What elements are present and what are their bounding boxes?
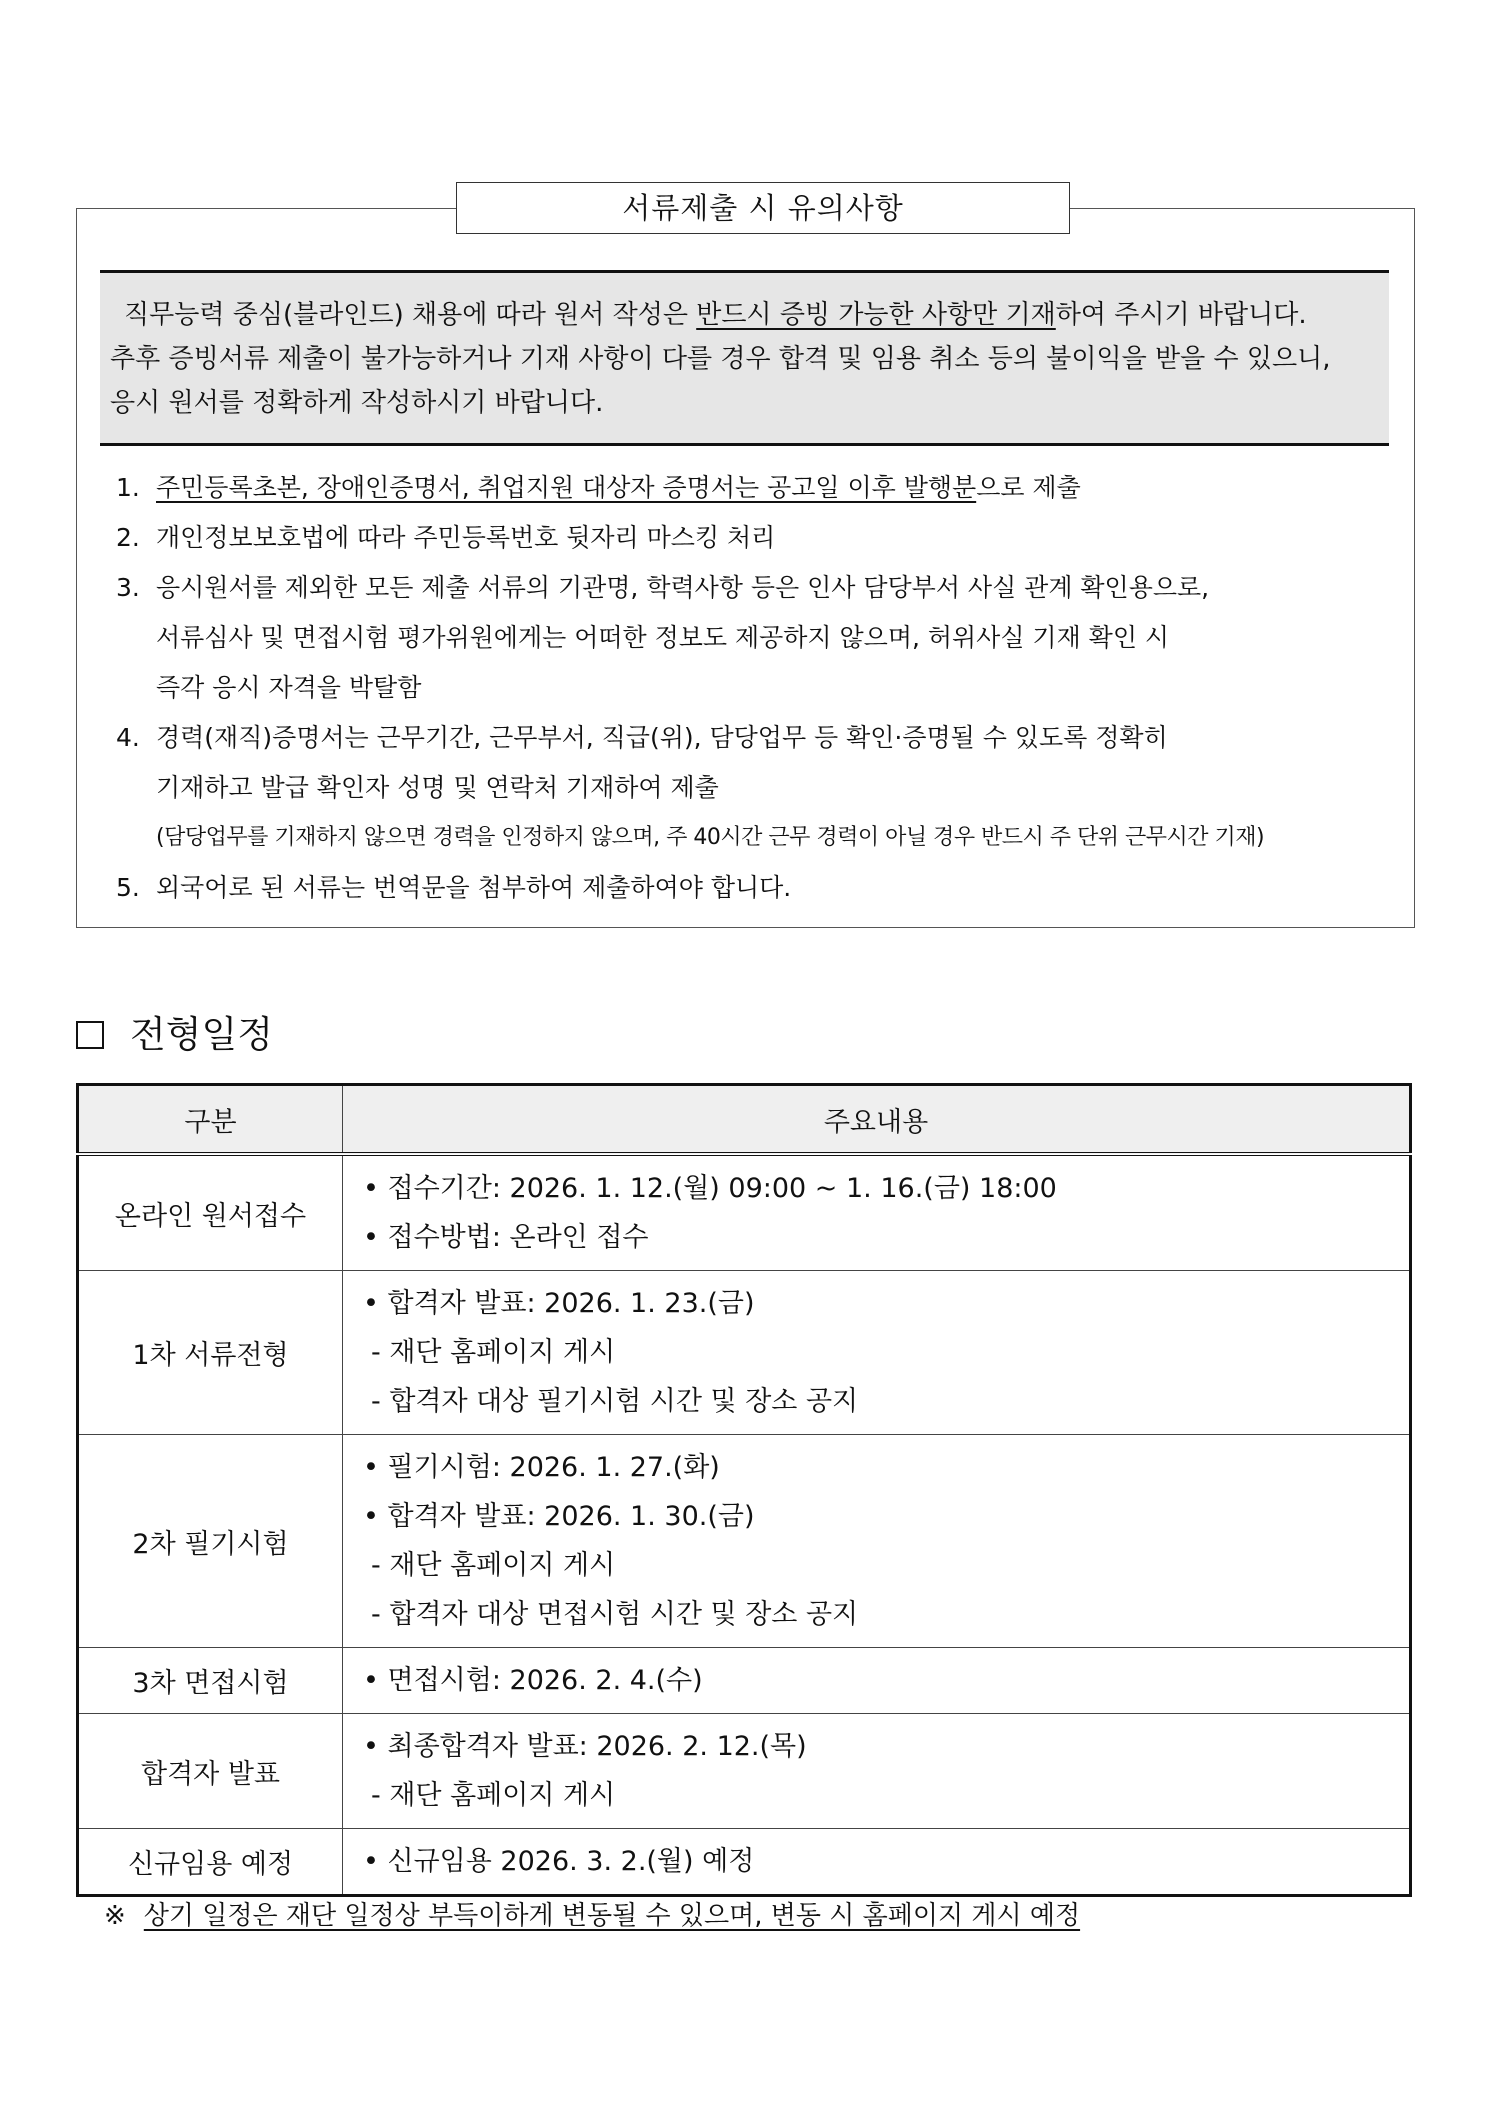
row-content — [343, 1714, 1411, 1829]
row-line: • 필기시험: 2026. 1. 27.(화) — [363, 1452, 720, 1483]
item-subnote: (담당업무를 기재하지 않으면 경력을 인정하지 않으며, 주 40시간 근무 경력이 아닐 경우 반드시 주 단위 근무시간 기재) — [156, 825, 1265, 850]
row-category: 1차 서류전형 — [78, 1271, 343, 1435]
section-title: 전형일정 — [130, 1013, 273, 1056]
list-item — [112, 713, 1382, 863]
row-content — [343, 1435, 1411, 1648]
item-text: 응시원서를 제외한 모든 제출 서류의 기관명, 학력사항 등은 인사 담당부서 사실 관계 확인용으로, — [156, 573, 1210, 602]
row-category: 합격자 발표 — [78, 1714, 343, 1829]
row-line: • 면접시험: 2026. 2. 4.(수) — [363, 1665, 703, 1696]
row-line: - 재단 홈페이지 게시 — [371, 1780, 616, 1811]
footnote-text: 상기 일정은 재단 일정상 부득이하게 변동될 수 있으며, 변동 시 홈페이지 게시 예정 — [143, 1901, 1081, 1931]
schedule-table — [76, 1083, 1412, 1897]
table-row — [78, 1154, 1411, 1271]
notice-list — [112, 463, 1382, 913]
notice-highlight — [100, 270, 1389, 446]
row-line: • 합격자 발표: 2026. 1. 23.(금) — [363, 1288, 755, 1319]
item-number: 5. — [116, 873, 140, 902]
item-text: 경력(재직)증명서는 근무기간, 근무부서, 직급(위), 담당업무 등 확인·증명될 수 있도록 정확히 — [156, 723, 1168, 752]
item-text: 서류심사 및 면접시험 평가위원에게는 어떠한 정보도 제공하지 않으며, 허위사실 기재 확인 시 — [156, 623, 1170, 652]
row-line: - 합격자 대상 면접시험 시간 및 장소 공지 — [371, 1599, 859, 1630]
table-row — [78, 1648, 1411, 1714]
highlight-underline: 반드시 증빙 가능한 사항만 기재 — [696, 300, 1056, 330]
row-category: 2차 필기시험 — [78, 1435, 343, 1648]
table-row — [78, 1271, 1411, 1435]
table-header-row — [78, 1085, 1411, 1155]
row-category: 온라인 원서접수 — [78, 1154, 343, 1271]
row-line: - 재단 홈페이지 게시 — [371, 1337, 616, 1368]
row-line: - 합격자 대상 필기시험 시간 및 장소 공지 — [371, 1386, 859, 1417]
row-category: 3차 면접시험 — [78, 1648, 343, 1714]
note-mark-icon: ※ — [104, 1901, 126, 1931]
row-line: • 접수방법: 온라인 접수 — [363, 1222, 649, 1253]
item-number: 3. — [116, 573, 140, 602]
checkbox-icon — [76, 1021, 104, 1049]
row-content — [343, 1271, 1411, 1435]
row-line: • 합격자 발표: 2026. 1. 30.(금) — [363, 1501, 755, 1532]
row-line: • 접수기간: 2026. 1. 12.(월) 09:00 ~ 1. 16.(금) 18:00 — [363, 1173, 1057, 1204]
list-item — [112, 463, 1382, 513]
table-row — [78, 1714, 1411, 1829]
section-heading — [76, 1010, 273, 1060]
header-category: 구분 — [78, 1085, 343, 1155]
highlight-line-1 — [110, 293, 1379, 337]
notice-title: 서류제출 시 유의사항 — [456, 182, 1070, 234]
item-text: 기재하고 발급 확인자 성명 및 연락처 기재하여 제출 — [156, 773, 719, 802]
row-line: • 최종합격자 발표: 2026. 2. 12.(목) — [363, 1731, 807, 1762]
item-text: 즉각 응시 자격을 박탈함 — [156, 673, 422, 702]
item-text: 외국어로 된 서류는 번역문을 첨부하여 제출하여야 합니다. — [156, 873, 792, 902]
row-content — [343, 1648, 1411, 1714]
item-text: 개인정보보호법에 따라 주민등록번호 뒷자리 마스킹 처리 — [156, 523, 776, 552]
table-row — [78, 1829, 1411, 1896]
highlight-text: 하여 주시기 바랍니다. — [1055, 300, 1307, 330]
row-line: - 재단 홈페이지 게시 — [371, 1550, 616, 1581]
list-item — [112, 513, 1382, 563]
table-row — [78, 1435, 1411, 1648]
highlight-line-2: 추후 증빙서류 제출이 불가능하거나 기재 사항이 다를 경우 합격 및 임용 취소 등의 불이익을 받을 수 있으니, — [110, 344, 1331, 374]
list-item — [112, 863, 1382, 913]
row-content — [343, 1154, 1411, 1271]
footnote — [104, 1896, 1080, 1936]
item-number: 4. — [116, 723, 140, 752]
row-line: • 신규임용 2026. 3. 2.(월) 예정 — [363, 1846, 755, 1877]
item-number: 2. — [116, 523, 140, 552]
item-underline: 주민등록초본, 장애인증명서, 취업지원 대상자 증명서는 공고일 이후 발행분 — [156, 473, 977, 502]
header-content: 주요내용 — [343, 1085, 1411, 1155]
item-text: 으로 제출 — [976, 473, 1081, 502]
highlight-line-3: 응시 원서를 정확하게 작성하시기 바랍니다. — [110, 388, 604, 418]
row-content — [343, 1829, 1411, 1896]
list-item — [112, 563, 1382, 713]
highlight-text: 직무능력 중심(블라인드) 채용에 따라 원서 작성은 — [124, 300, 697, 330]
row-category: 신규임용 예정 — [78, 1829, 343, 1896]
item-number: 1. — [116, 473, 140, 502]
